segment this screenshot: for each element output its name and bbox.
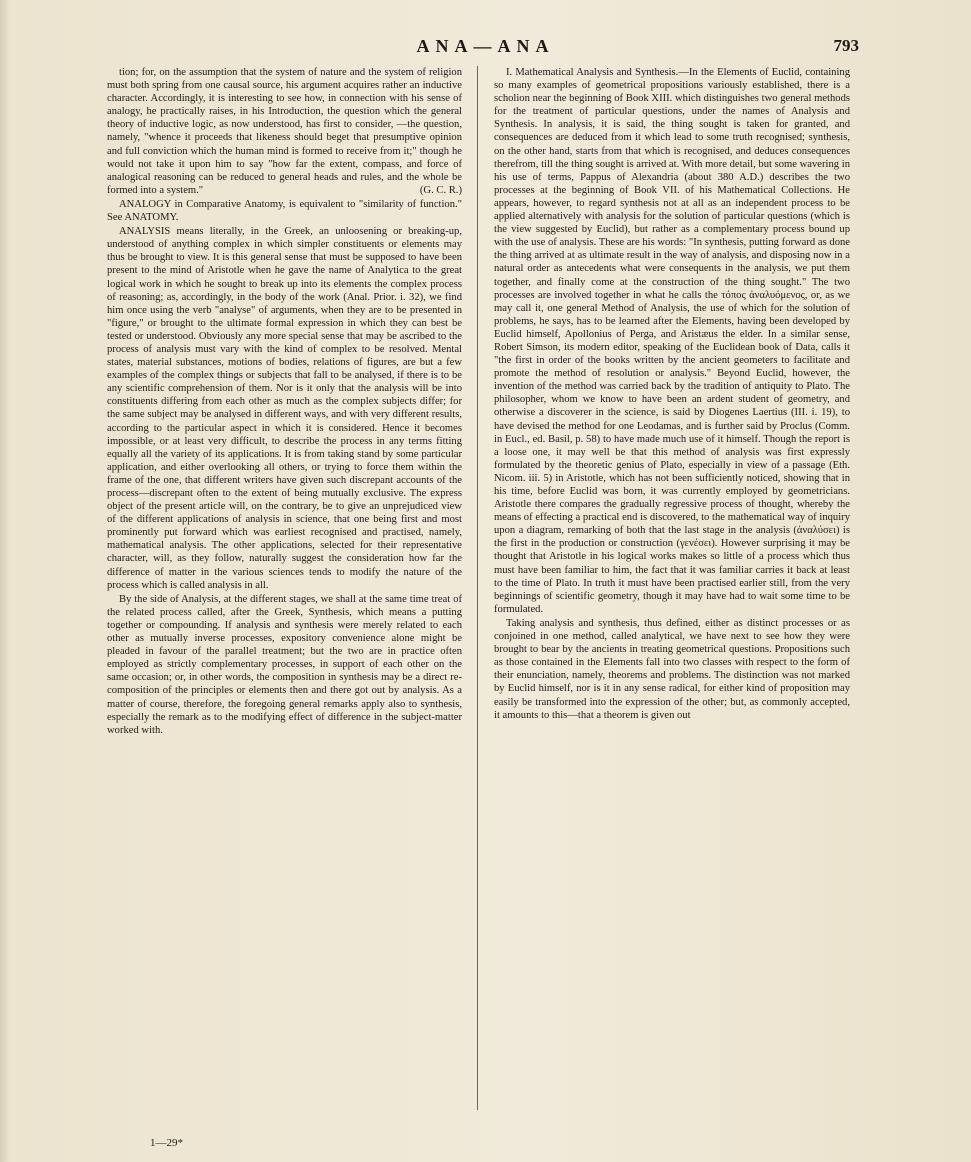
paragraph-analogy-entry: ANALOGY in Comparative Anatomy, is equivalent to "similarity of function." See ANATOMY. bbox=[107, 198, 462, 224]
paragraph-text: tion; for, on the assumption that the system of nature and the system of religion must both spring from one causal source, his argument acquires rather an inductive character. Accordingly, it is interesting to see how, in connection with his sense of analogy, he practically raises, in his Introduction, the question which the general theory of inductive logic, as now understood, has first to consider, —the question, namely, "whence it proceeds that likeness should beget that presumptive opinion and full conviction which the human mind is formed to receive from it;" though he would not take it upon him to say "how far the extent, compass, and force of analogical reasoning can be reduced to general heads and rules, and the whole be formed into a system." bbox=[107, 67, 462, 196]
running-head: ANA—ANA bbox=[416, 36, 555, 56]
left-column bbox=[107, 66, 462, 737]
author-signature: (G. C. R.) bbox=[419, 184, 462, 196]
signature-mark: 1—29* bbox=[150, 1137, 183, 1149]
page-number: 793 bbox=[833, 36, 859, 55]
right-column bbox=[494, 66, 850, 722]
paragraph-analysis-entry: ANALYSIS means literally, in the Greek, an unloosening or breaking-up, understood of anything complex in which simpler constituents or elements may thus be brought to view. It is this general sense that must be supposed to have been present to the mind of Aristotle when he gave the name of Analytica to the great logical work in which he sought to break up into its elements the complex process of reasoning; as, accordingly, in the body of the work (Anal. Prior. i. 32), we find him once using the verb "analyse" of arguments, when they are to be presented in "figure," or brought to the ultimate formal expression in which they can best be tested or understood. Obviously any more special sense that may be ascribed to the process of analysis must vary with the kind of complex to be resolved. Mental states, material substances, motions of bodies, relations of figures, are but a few examples of the complex things or subjects that fall to be analysed, if there is to be any scientific comprehension of them. Nor is it only that the analysis will be into constituents differing from each other as much as the complex subjects differ; for the same subject may be analysed in different ways, and with very different results, according to the particular aspect in which it is considered. Hence it becomes impossible, or at least very difficult, to describe the process in any terms fitting equally all the variety of its applications. It is from taking stand by some particular application, and either overlooking all others, or trying to force them within the frame of the one, that different writers have given such discrepant accounts of the process—discrepant often to the extent of being mutually exclusive. The express object of the present article will, on the contrary, be to give an unprejudiced view of the different applications of analysis in science, that one being first and most prominently put forward which was earliest recognised and practised, namely, mathematical analysis. The other applications, selected for their representative character, will, as they follow, naturally suggest the consideration how far the difference of matter in the various sciences tends to modify the nature of the process which is called analysis in all. bbox=[107, 226, 462, 591]
paragraph-butler-analogy bbox=[107, 66, 462, 197]
page-header bbox=[0, 36, 971, 58]
column-divider bbox=[477, 66, 478, 1110]
paragraph-synthesis-intro: By the side of Analysis, at the different stages, we shall at the same time treat of the related process called, after the Greek, Synthesis, which means a putting together or compounding. If analysis and synthesis were merely related to each other as mutually inverse processes, expository convenience alone might be pleaded in favour of the parallel treatment; but the two are in practice often employed as strictly complementary processes, in support of each other on the same occasion; or, in other words, the composition in synthesis may be a direct re-composition of the principles or elements then and there got out by analysis. As a matter of course, therefore, the foregoing general remarks apply also to synthesis, especially the remark as to the modifying effect of difference in the subject-matter worked with. bbox=[107, 593, 462, 736]
paragraph-mathematical-analysis: I. Mathematical Analysis and Synthesis.—In the Elements of Euclid, containing so many examples of geometrical propositions variously established, there is a scholion near the beginning of Book XIII. which distinguishes two general methods for the treatment of particular questions, under the names of Analysis and Synthesis. In analysis, it is said, the thing sought is taken for granted, and consequences are deduced from it which lead to some truth recognised; synthesis, on the other hand, starts from that which is recognised, and deduces consequences therefrom, till the thing sought is arrived at. With more detail, but some wavering in his use of terms, Pappus of Alexandria (about 380 A.D.) describes the two processes at the beginning of Book VII. of his Mathematical Collections. He appears, however, to regard synthesis not at all as an independent process to be applied alternatively with analysis for the solution of particular questions (which is the view suggested by Euclid), but rather as a complementary process bound up with the use of analysis. These are his words: "In synthesis, putting forward as done the thing arrived at as ultimate result in the way of analysis, and disposing now in a natural order as antecedents what were consequents in the analysis, we put them together, and finally come at the construction of the thing sought." The two processes are involved together in what he calls the τόπος ἀναλυόμενος, or, as we may call it, one general Method of Analysis, the use of which for the solution of problems, he says, has to be learned after the Elements, having been developed by Euclid himself, Apollonius of Perga, and Aristæus the elder. In a similar sense, Robert Simson, its modern editor, speaking of the Euclidean book of Data, calls it "the first in order of the books written by the ancient geometers to facilitate and promote the method of resolution or analysis." Beyond Euclid, however, the invention of the method was carried back by the tradition of antiquity to Plato. The philosopher, whom we know to have been an ardent student of geometry, and otherwise a discoverer in the science, is said by Diogenes Laertius (III. i. 19), to have devised the method for one Leodamas, and is further said by Proclus (Comm. in Eucl., ed. Basil, p. 58) to have made much use of it himself. Though the report is a loose one, it may well be that this method of analysis was first expressly formulated by the theoretic genius of Plato, especially in view of a passage (Eth. Nicom. iii. 5) in Aristotle, which has not been sufficiently noticed, showing that in his time, before Euclid was born, it was currently employed by geometricians. Aristotle there compares the gradually regressive process of thought, whereby the means of effecting a practical end is discovered, to the mathematical way of inquiry upon a diagram, remarking of both that the last stage in the analysis (ἀναλύσει) is the first in the production or construction (γενέσει). However surprising it may be thought that Aristotle in his logical works makes so little of a process which thus must have been familiar to him, the fact that it was familiar carries it back at least to the time of Plato. In truth it must have been practised earlier still, from the very beginnings of scientific geometry, though it may have had to wait some time to be formulated. bbox=[494, 67, 850, 615]
paragraph-theorems-problems: Taking analysis and synthesis, thus defined, either as distinct processes or as conjoined in one method, called analytical, we have next to see how they were brought to bear by the ancients in treating geometrical questions. Propositions such as those contained in the Elements fall into two classes with respect to the form of their enunciation, namely, theorems and problems. The distinction was not marked by Euclid himself, nor is it in any sense radical, for either kind of proposition may easily be transformed into the expression of the other; but, as commonly accepted, it amounts to this—that a theorem is given out bbox=[494, 617, 850, 721]
